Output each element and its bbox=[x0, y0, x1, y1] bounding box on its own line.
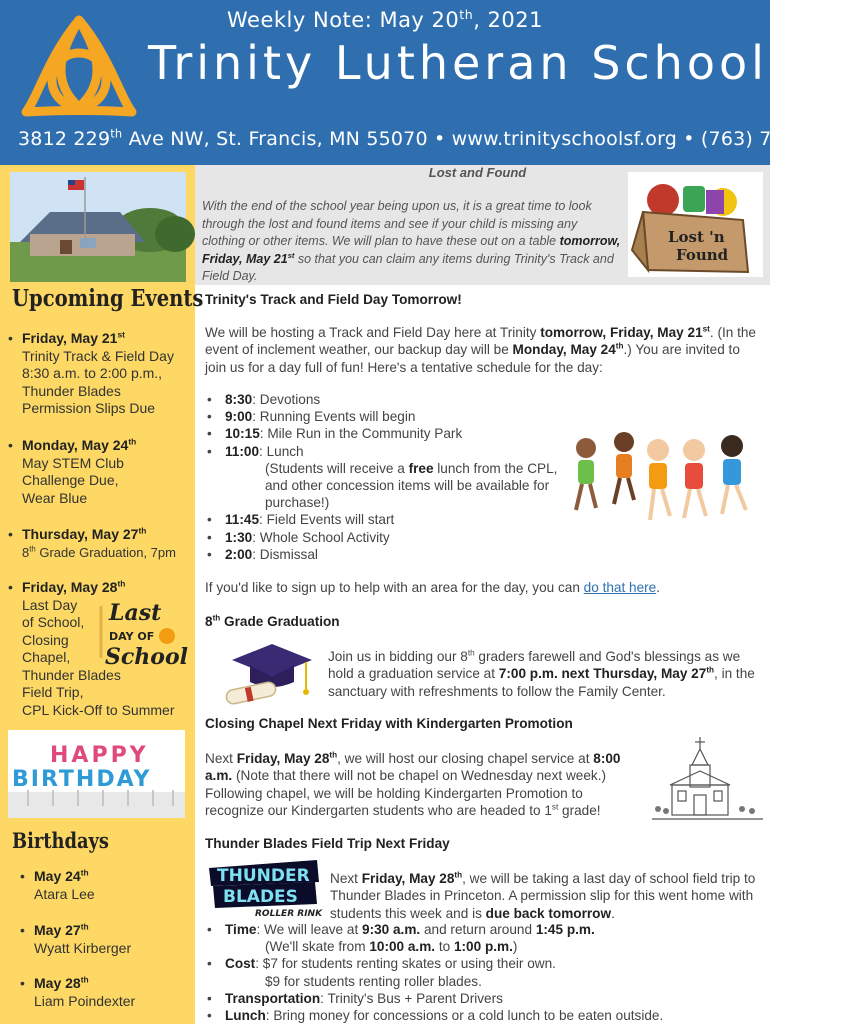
detail-item: • Time: We will leave at 9:30 a.m. and return around 1:45 p.m. bbox=[207, 922, 595, 937]
event-item: • Friday, May 28th Last Day of School, Closing Chapel, Thunder Blades Field Trip, CPL Kick-Off to Summer bbox=[8, 578, 175, 718]
birthdays-title: Birthdays bbox=[12, 828, 109, 853]
svg-text:BLADES: BLADES bbox=[223, 887, 298, 907]
upcoming-events-title: Upcoming Events bbox=[12, 285, 204, 312]
thunder-blades-heading: Thunder Blades Field Trip Next Friday bbox=[205, 836, 450, 851]
running-kids-illustration bbox=[566, 420, 766, 528]
svg-text:DAY OF: DAY OF bbox=[109, 630, 155, 643]
lunch-note: purchase!) bbox=[265, 495, 330, 511]
schedule-item: • 11:45: Field Events will start bbox=[207, 512, 395, 528]
happy-birthday-candles-image bbox=[8, 730, 185, 818]
birthday-item: • May 28th Liam Poindexter bbox=[20, 974, 136, 1009]
thunder-blades-details bbox=[205, 921, 765, 1024]
event-item: • Thursday, May 27th 8th Grade Graduation, 7pm bbox=[8, 525, 176, 560]
lost-n-found-box-image bbox=[628, 172, 763, 277]
closing-chapel-text: Next Friday, May 28th, we will host our closing chapel service at 8:00 a.m. (Note that there will not be chapel on Wednesday next week.) Following chapel, we will be holding Kindergarten Promotion to recognize our Kindergarten students who are headed to 1st grade! bbox=[205, 750, 621, 819]
school-name: Trinity Lutheran School bbox=[148, 36, 768, 90]
lost-found-text: With the end of the school year being upon us, it is a great time to look through the lost and found items and see if your child is missing any clothing or other items. We will plan to have these out on a table tomorrow, Friday, May 21st so that you can claim any items during Trinity's Track and Field Day. bbox=[202, 199, 621, 283]
svg-text:THUNDER: THUNDER bbox=[217, 866, 310, 886]
schedule-item: • 10:15: Mile Run in the Community Park bbox=[207, 426, 463, 442]
schedule-item: • 11:00: Lunch bbox=[207, 443, 304, 459]
signup-link[interactable]: do that here bbox=[583, 580, 657, 595]
track-schedule bbox=[205, 391, 575, 563]
skate-time-note: (We'll skate from 10:00 a.m. to 1:00 p.m.) bbox=[265, 939, 518, 955]
chapel-with-children-sketch bbox=[650, 735, 765, 827]
schedule-item: • 2:00: Dismissal bbox=[207, 546, 318, 562]
event-item: • Friday, May 21st Trinity Track & Field Day 8:30 a.m. to 2:00 p.m., Thunder Blades Permission Slips Due bbox=[8, 329, 174, 416]
lunch-note: and other concession items will be available for bbox=[265, 478, 550, 494]
schedule-item: • 1:30: Whole School Activity bbox=[207, 529, 390, 545]
svg-text:HAPPY: HAPPY bbox=[50, 743, 149, 768]
svg-text:Last: Last bbox=[109, 600, 162, 626]
event-item: • Monday, May 24th May STEM Club Challenge Due, Wear Blue bbox=[8, 436, 137, 506]
birthday-item: • May 24th Atara Lee bbox=[20, 867, 95, 902]
thunder-blades-text: Next Friday, May 28th, we will be taking a last day of school field trip to Thunder Blades in Princeton. A permission slip for this went home with students this week and is due back tomorrow. bbox=[330, 870, 756, 921]
lost-found-title: Lost and Found bbox=[428, 165, 527, 180]
weekly-note-title: Weekly Note: May 20th, 2021 bbox=[227, 7, 543, 32]
track-field-text: We will be hosting a Track and Field Day here at Trinity tomorrow, Friday, May 21st. (In the event of inclement weather, our backup day will be Monday, May 24th.) You are invited to join us for a day full of fun! Here's a tentative schedule for the day: bbox=[205, 324, 756, 375]
svg-text:BIRTHDAY: BIRTHDAY bbox=[12, 767, 152, 792]
schedule-item: • 8:30: Devotions bbox=[207, 392, 321, 407]
svg-text:ROLLER RINK: ROLLER RINK bbox=[255, 909, 323, 919]
graduation-heading: 8th Grade Graduation bbox=[205, 613, 340, 629]
school-address: 3812 229th Ave NW, St. Francis, MN 55070 • www.trinityschoolsf.org • (763) 753-1234 bbox=[18, 126, 852, 150]
signup-text: If you'd like to sign up to help with an area for the day, you can do that here. bbox=[205, 580, 661, 595]
svg-text:School: School bbox=[105, 644, 188, 670]
detail-item: • Transportation: Trinity's Bus + Parent Drivers bbox=[207, 990, 503, 1006]
birthday-item: • May 27th Wyatt Kirberger bbox=[20, 921, 132, 956]
svg-text:Lost 'n: Lost 'n bbox=[668, 228, 725, 246]
svg-text:Found: Found bbox=[676, 246, 729, 264]
cost-note: $9 for students renting roller blades. bbox=[265, 973, 482, 989]
graduation-text: Join us in bidding our 8th graders farewell and God's blessings as we hold a graduation service at 7:00 p.m. next Thursday, May 27th, in the sanctuary with refreshments to follow the Family Center. bbox=[328, 648, 755, 699]
schedule-item: • 9:00: Running Events will begin bbox=[207, 409, 416, 425]
church-building-photo bbox=[10, 172, 186, 282]
graduation-cap-diploma-icon bbox=[222, 638, 322, 710]
last-day-of-school-graphic bbox=[95, 598, 188, 670]
detail-item: • Cost: $7 for students renting skates or using their own. bbox=[207, 956, 556, 972]
lunch-note: (Students will receive a free lunch from the CPL, bbox=[265, 460, 558, 476]
track-field-heading: Trinity's Track and Field Day Tomorrow! bbox=[205, 292, 462, 307]
detail-item: • Lunch: Bring money for concessions or a cold lunch to be eaten outside. bbox=[207, 1008, 664, 1024]
thunder-blades-logo bbox=[205, 858, 325, 918]
closing-chapel-heading: Closing Chapel Next Friday with Kindergarten Promotion bbox=[205, 716, 573, 731]
